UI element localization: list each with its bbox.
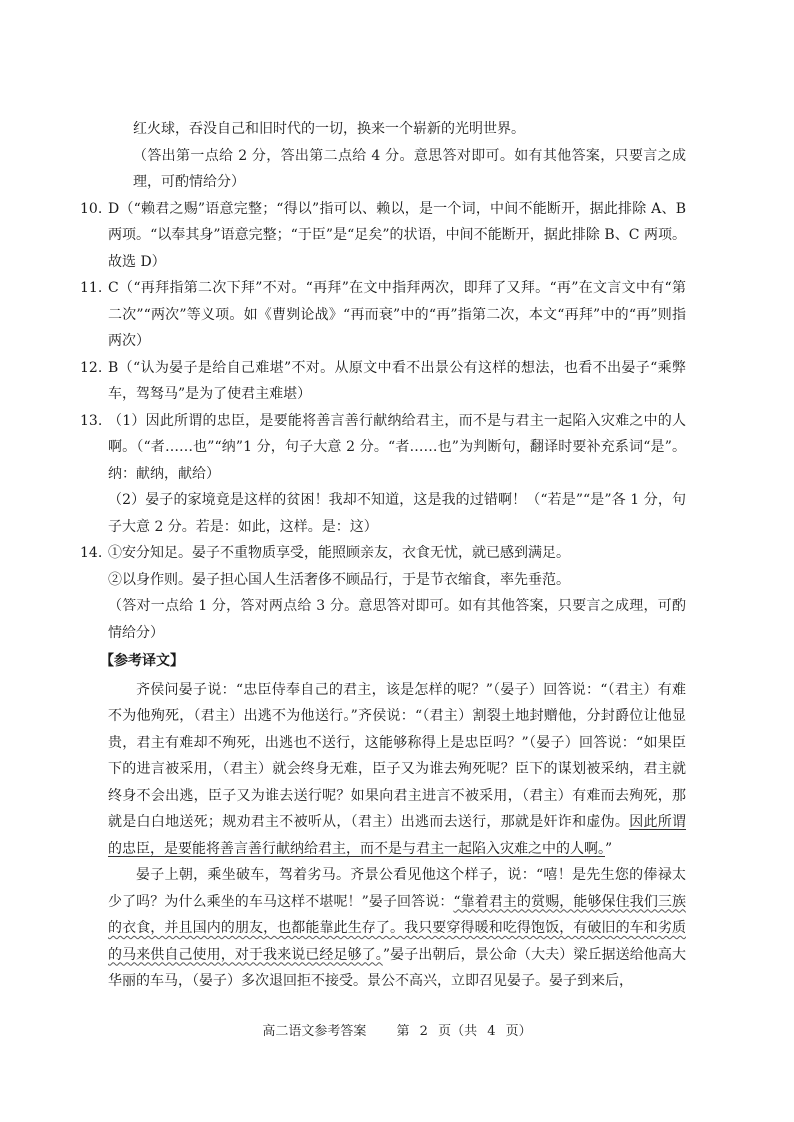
answer-13-part2	[108, 487, 686, 540]
answer-number: 14.	[80, 545, 103, 561]
translation-heading: 【参考译文】	[100, 653, 184, 669]
translation-p2-rest: ”晏子出朝后，景公命（大夫）梁丘据送给他高大华丽的车马，（晏子）多次退回拒不接受。景公不高兴，立即召见晏子。晏子到来后，	[108, 946, 686, 989]
answer-text: C（“再拜指第二次下拜”不对。“再拜”在文中指拜两次，即拜了又拜。“再”在文言文中有“第二次”“两次”等义项。如《曹刿论战》“再而衰”中的“再”指第二次，本文“再拜”中的“再”则指两次）	[108, 280, 686, 349]
translation-paragraph-2	[108, 862, 686, 995]
page-footer	[0, 1020, 794, 1039]
translation-paragraph-1	[108, 677, 686, 863]
translation-p1-main: 齐侯问晏子说：“忠臣侍奉自己的君主，该是怎样的呢？”（晏子）回答说：“（君主）有难不为他殉死，（君主）出逃不为他送行。”齐侯说：“（君主）割裂土地封赠他，分封爵位让他显贵，君主有难却不殉死，出逃也不送行，这能够称得上是忠臣吗？”（晏子）回答说：“如果臣下的进言被采用，（君主）就会终身无难，臣子又为谁去殉死呢？臣下的谋划被采纳，君主就终身不会出逃，臣子又为谁去送行呢？如果向君主进言不被采用，（君主）有难而去殉死，那就是白白地送死；规劝君主不被听从，（君主）出逃而去送行，那就是奸诈和虚伪。	[108, 681, 686, 830]
answer-13-part1	[108, 408, 686, 488]
answer-text: B（“认为晏子是给自己难堪”不对。从原文中看不出景公有这样的想法，也看不出晏子“乘弊车，驾驽马”是为了使君主难堪）	[108, 359, 686, 402]
answer-body	[108, 408, 686, 541]
continuation-line: 红火球，吞没自己和旧时代的一切，换来一个崭新的光明世界。	[133, 121, 525, 137]
answer-body	[108, 540, 686, 646]
translation-p1-end: ”	[605, 840, 613, 857]
answer-number: 10.	[80, 200, 103, 217]
answer-14-note: （答对一点给 1 分，答对两点给 3 分。意思答对即可。如有其他答案，只要言之成理，可酌情给分）	[108, 598, 686, 641]
answer-13-part2-note: （“若是”“是”各 1 分，句子大意 2 分。若是：如此，这样。是：这）	[108, 492, 687, 535]
translation-p1-underlined: 因此所谓的忠臣，是要能将善言善行献纳给君主，而不是与君主一起陷入灾难之中的人啊。	[108, 814, 687, 857]
answer-13-part2-text: （2）晏子的家境竟是这样的贫困！我却不知道，这是我的过错啊！	[108, 492, 527, 508]
translation-p2-main: 晏子上朝，乘坐破车，驾着劣马。齐景公看见他这个样子，说：“嘻！是先生您的俸禄太少了吗？为什么乘坐的车马这样不堪呢！”晏子回答说：	[108, 867, 686, 910]
answer-number: 11.	[80, 280, 103, 296]
answer-11	[80, 275, 686, 355]
answer-14	[80, 540, 686, 646]
answer-number: 13.	[80, 412, 103, 429]
footer-page-number: 第 2 页（共 4 页）	[396, 1024, 532, 1039]
answer-text: D（“赖君之赐”语意完整；“得以”指可以、赖以，是一个词，中间不能断开，据此排除 A、B 两项。“以奉其身”语意完整；“于臣”是“足矣”的状语，中间不能断开，据此排除 B、C 两项。故选 D）	[108, 200, 686, 270]
footer-title: 高二语文参考答案	[262, 1024, 367, 1039]
translation-p2-wavy: “靠着君主的赏赐，能够保住我们三族的衣食，并且国内的朋友，也都能靠此生存了。我只要穿得暖和吃得饱饭，有破旧的车和劣质的马来供自己使用，对于我来说已经足够了。	[108, 893, 687, 963]
continuation-note: （答出第一点给 2 分，答出第二点给 4 分。意思答对即可。如有其他答案，只要言之成理，可酌情给分）	[133, 147, 686, 190]
answer-10	[80, 196, 686, 276]
answer-14-point1: ①安分知足。晏子不重物质享受，能照顾亲友，衣食无忧，就已感到满足。	[108, 545, 570, 561]
answer-14-point2: ②以身作则。晏子担心国人生活奢侈不顾品行，于是节衣缩食，率先垂范。	[108, 571, 570, 588]
answer-12	[80, 355, 686, 408]
answer-number: 12.	[80, 359, 103, 376]
answer-13-part1-text: （1）因此所谓的忠臣，是要能将善言善行献纳给君主，而不是与君主一起陷入灾难之中的人啊。	[108, 412, 686, 455]
answer-13-part1-note: （“者……也”“纳”1 分，句子大意 2 分。“者……也”为判断句，翻译时要补充系词“是”。纳：献纳，献给）	[108, 439, 687, 482]
page-content	[80, 116, 687, 995]
answer-13	[80, 408, 687, 541]
